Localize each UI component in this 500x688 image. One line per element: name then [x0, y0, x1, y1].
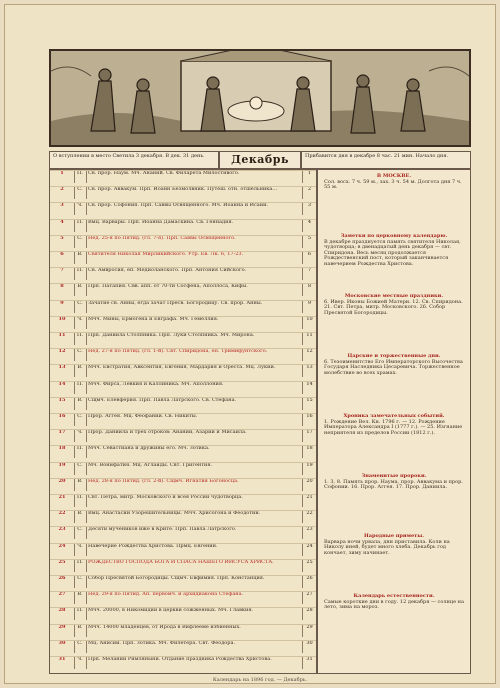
weekday-label: В. [74, 284, 87, 296]
weekday-label: С. [74, 463, 87, 475]
day-row [50, 267, 316, 280]
day-index: 13 [302, 365, 316, 377]
note-section [324, 354, 464, 376]
note-heading: В МОСКВЕ. [376, 173, 412, 179]
day-entry: Святителя Николая Мирликийского. Утр. Ев. Лк. 6, 17-23. [88, 251, 244, 257]
day-number: 4 [50, 220, 75, 232]
weekday-label: В. [74, 365, 87, 377]
note-section [324, 474, 464, 491]
weekday-label: Ч. [74, 657, 87, 669]
calendar-page [4, 4, 496, 684]
day-row [50, 316, 316, 329]
weekday-label: Ч. [74, 430, 87, 442]
day-index: 9 [302, 301, 316, 313]
day-row [50, 429, 316, 442]
day-number: 28 [50, 608, 75, 620]
day-index: 22 [302, 511, 316, 523]
day-entry: Навечерие Рождества Христова. Прмц. Евгении. [88, 542, 218, 549]
weekday-label: Ч. [74, 544, 87, 556]
day-row [50, 364, 316, 377]
weekday-label: П. [74, 171, 87, 183]
weekday-label: Ч. [74, 203, 87, 215]
weekday-label: С. [74, 576, 87, 588]
day-row [50, 170, 316, 183]
day-row [50, 640, 316, 653]
weekday-label: В. [74, 398, 87, 410]
note-body: Варвара ночи урвала, дни приставила. Коли на Николу иней, будет много хлеба. Декабрь год кончает, зиму начинает. [324, 538, 450, 556]
day-number: 11 [50, 333, 75, 345]
page-footer: Календарь на 1896 год. — Декабрь. [212, 677, 308, 683]
weekday-label: П. [74, 560, 87, 572]
day-index: 29 [302, 625, 316, 637]
day-row [50, 348, 316, 361]
day-number: 6 [50, 252, 75, 264]
note-body: Сол. восх. 7 ч. 59 м., зах. 3 ч. 54 м. Долгота дня 7 ч. 55 м. [324, 178, 462, 191]
weekday-label: П. [74, 220, 87, 232]
day-number: 19 [50, 463, 75, 475]
weekday-label: С. [74, 349, 87, 361]
note-body: 1. 3, 8. Память прор. Наума, прор. Аввакума и прор. Софонии. 16. Прор. Аггея. 17. Прор. Даниила. [324, 478, 463, 491]
weekday-label: С. [74, 641, 87, 653]
day-number: 10 [50, 317, 75, 329]
day-number: 3 [50, 203, 75, 215]
note-body: 6. Ивер. Иконы Божией Матери. 12. Св. Спиридона. 21. Свт. Петра, митр. Московского. 26. Собор Пресвятой Богородицы. [324, 298, 463, 316]
day-row [50, 543, 316, 556]
day-entry: Зачатие св. Анны, егда зачат Пресв. Богородицу. Св. прор. Анны. [88, 299, 263, 306]
day-row [50, 235, 316, 248]
day-entry: Прп. Мелании Римляныни. Отдание праздника Рождества Христова. [88, 656, 272, 662]
day-number: 5 [50, 236, 75, 248]
day-row [50, 283, 316, 296]
day-number: 16 [50, 414, 75, 426]
day-index: 15 [302, 398, 316, 410]
day-number: 13 [50, 365, 75, 377]
weekday-label: П. [74, 608, 87, 620]
day-index: 20 [302, 479, 316, 491]
note-heading: Хроника замечательных событий. [343, 413, 445, 419]
note-heading: Заметки по церковному календарю. [340, 233, 448, 239]
day-entry: Десяти мучеников иже в Крите. Прп. Павла Латрского. [88, 526, 237, 533]
day-index: 14 [302, 382, 316, 394]
day-row [50, 607, 316, 620]
day-entry: Мчч. Севастиана и дружины его. Мч. Зотика. [88, 445, 210, 452]
day-row [50, 559, 316, 572]
day-index: 21 [302, 495, 316, 507]
day-number: 14 [50, 382, 75, 394]
illustration-banner [49, 49, 471, 147]
day-index: 18 [302, 446, 316, 458]
weekday-label: П. [74, 333, 87, 345]
day-row [50, 202, 316, 215]
note-section [324, 234, 464, 268]
weekday-label: В. [74, 479, 87, 491]
weekday-label: П. [74, 382, 87, 394]
day-entry: Мц. Анисии. Прп. Зотика. Мч. Филетера. Свт. Феодора. [88, 639, 236, 646]
day-entry: Нед. 25-я по Пятид. (гл. 7-я). Прп. Саввы Освященного. [88, 234, 236, 241]
day-index: 23 [302, 527, 316, 539]
day-number: 25 [50, 560, 75, 572]
day-index: 1 [302, 171, 316, 183]
day-index: 26 [302, 576, 316, 588]
day-index: 31 [302, 657, 316, 669]
day-index: 6 [302, 252, 316, 264]
day-number: 27 [50, 592, 75, 604]
day-entry: Прор. Аггея. Мц. Феофании. Св. Никиты. [88, 413, 198, 419]
day-entry: Нед. 28-я по Пятид. (гл. 2-й). Сщмч. Игнатия Богоносца. [88, 477, 239, 484]
day-number: 18 [50, 446, 75, 458]
day-entry: Св. Амвросия, еп. Медиоланского. Прп. Антония Сийского. [88, 267, 247, 274]
day-row [50, 397, 316, 410]
month-title: Декабрь [219, 151, 301, 169]
day-number: 15 [50, 398, 75, 410]
note-section [324, 414, 464, 436]
day-number: 31 [50, 657, 75, 669]
day-row [50, 478, 316, 491]
day-index: 25 [302, 560, 316, 572]
day-entry: Свт. Петра, митр. Московского и всея России чудотворца. [88, 494, 243, 500]
weekday-label: В. [74, 252, 87, 264]
day-row [50, 656, 316, 669]
days-table [49, 169, 317, 674]
note-heading: Народные приметы. [364, 533, 424, 539]
day-row [50, 219, 316, 232]
day-row [50, 575, 316, 588]
note-body: 6. Тезоименитство Его Императорского Высочества Государя Наследника Цесаревича. Торжественное молебствие во всех храмах. [324, 358, 463, 376]
day-row [50, 462, 316, 475]
day-entry: Прор. Даниила и трех отроков: Анании, Азарии и Мисаила. [88, 429, 247, 436]
day-entry: Мчч. Евстратия, Авксентия, Евгения, Мардария и Ореста. Мц. Лукии. [88, 364, 276, 371]
day-entry: Мчч. 20000, в Никомидии в церкви сожженных. Мч. Главкия. [88, 607, 254, 614]
day-index: 27 [302, 592, 316, 604]
day-index: 8 [302, 284, 316, 296]
day-entry: РОЖДЕСТВО ГОСПОДА БОГА И СПАСА НАШЕГО ИИСУСА ХРИСТА. [88, 558, 274, 565]
day-entry: Св. прор. Аввакум. Прп. Иоанн Безмолвник. Путеш. отн. отшельника... [88, 186, 278, 193]
weekday-label: С. [74, 236, 87, 248]
day-number: 9 [50, 301, 75, 313]
weekday-label: С. [74, 527, 87, 539]
day-row [50, 445, 316, 458]
day-index: 12 [302, 349, 316, 361]
weekday-label: С. [74, 187, 87, 199]
day-number: 21 [50, 495, 75, 507]
day-row [50, 381, 316, 394]
note-heading: Знаменитые пророки. [361, 473, 427, 479]
day-entry: Нед. 27-я по Пятид. (гл. 1-й). Свт. Спиридона, еп. Тримифунтского. [88, 348, 268, 355]
note-body: В декабре празднуется память святителя Николая, чудотворца; в двенадцатый день декабря — свт. Спиридона. Весь месяц продолжается Рождественский пост, который заканчивается навечерием Рождества Христова. [324, 238, 461, 267]
day-number: 24 [50, 544, 75, 556]
day-row [50, 300, 316, 313]
day-number: 20 [50, 479, 75, 491]
note-heading: Царские и торжественные дни. [347, 353, 441, 359]
weekday-label: П. [74, 268, 87, 280]
day-entry: Прп. Патапия. Свв. апп. от 70-ти Сосфена, Аполлоса, Кифы. [88, 283, 248, 290]
weekday-label: П. [74, 446, 87, 458]
day-index: 7 [302, 268, 316, 280]
day-index: 30 [302, 641, 316, 653]
day-entry: Св. прор. Софония. Прп. Саввы Освященного. Мч. Иоанна и Исаии. [88, 202, 269, 209]
day-entry: Сщмч. Елевферия. Прп. Павла Латрского. Св. Стефана. [88, 396, 237, 403]
day-row [50, 413, 316, 426]
header-left-note: О вступлении в место Светила 3 декабря. В дек. 31 день. [49, 151, 219, 169]
note-section [324, 174, 464, 191]
day-row [50, 624, 316, 637]
day-index: 28 [302, 608, 316, 620]
day-row [50, 186, 316, 199]
notes-column [317, 169, 471, 674]
day-index: 3 [302, 203, 316, 215]
day-index: 5 [302, 236, 316, 248]
day-number: 23 [50, 527, 75, 539]
day-row [50, 591, 316, 604]
note-body: Самые короткие дни в году. 12 декабря — солнце на лето, зима на мороз. [324, 598, 464, 611]
day-row [50, 510, 316, 523]
note-section [324, 594, 464, 611]
day-index: 10 [302, 317, 316, 329]
day-entry: Мчч. Мины, Ермогена и Евграфа. Мч. Гемеллия. [88, 315, 219, 322]
day-index: 17 [302, 430, 316, 442]
day-row [50, 332, 316, 345]
day-index: 2 [302, 187, 316, 199]
day-number: 1 [50, 171, 75, 183]
note-section [324, 294, 464, 316]
day-index: 24 [302, 544, 316, 556]
weekday-label: П. [74, 495, 87, 507]
day-number: 7 [50, 268, 75, 280]
day-number: 17 [50, 430, 75, 442]
day-number: 26 [50, 576, 75, 588]
day-entry: Вмц. Анастасии Узорешительницы. Мчч. Хрисогона и Феодотии. [88, 510, 261, 517]
day-row [50, 526, 316, 539]
day-entry: Собор Пресвятой Богородицы. Сщмч. Евфимия. Прп. Констанция. [88, 575, 265, 581]
day-index: 16 [302, 414, 316, 426]
note-heading: Московские местные праздники. [344, 293, 444, 299]
day-number: 30 [50, 641, 75, 653]
day-row [50, 494, 316, 507]
weekday-label: С. [74, 301, 87, 313]
weekday-label: С. [74, 414, 87, 426]
day-number: 8 [50, 284, 75, 296]
weekday-label: В. [74, 592, 87, 604]
weekday-label: В. [74, 511, 87, 523]
nativity-engraving-icon [51, 51, 469, 145]
note-section [324, 534, 464, 556]
day-entry: Прп. Даниила Столпника. Прп. Луки Столпника. Мч. Мирона. [88, 332, 255, 338]
day-number: 2 [50, 187, 75, 199]
day-entry: Св. прор. Наум. Мч. Ананий. Св. Филарета Милостивого. [88, 170, 240, 176]
note-body: 1. Рождение Вел. Кн. 1796 г. — 12. Рождение Императора Александра I (1777 г.). — 25. Изгнание неприятеля из пределов России (1812 г.). [324, 418, 463, 436]
day-entry: Мчч. Фирса, Левкия и Каллиника. Мч. Аполлония. [88, 380, 224, 387]
day-entry: Нед. 29-я по Пятид. Ап. первомч. и архидиакона Стефана. [88, 591, 244, 598]
day-number: 29 [50, 625, 75, 637]
day-number: 12 [50, 349, 75, 361]
day-index: 11 [302, 333, 316, 345]
day-entry: Мч. Вонифатия. Мц. Аглаиды. Свт. Григентия. [88, 461, 213, 468]
day-row [50, 251, 316, 264]
day-entry: Вмц. Варвары. Прп. Иоанна Дамаскина. Св. Геннадия. [88, 218, 234, 225]
note-heading: Календарь естественности. [353, 593, 435, 599]
day-index: 4 [302, 220, 316, 232]
day-index: 19 [302, 463, 316, 475]
weekday-label: Ч. [74, 317, 87, 329]
header-right-note: Прибавится дня в декабре 8 час. 21 мин. Начало дня. [301, 151, 471, 169]
day-entry: Мчч. 14000 младенцев, от Ирода в Вифлееме избиенных. [88, 623, 241, 630]
day-number: 22 [50, 511, 75, 523]
weekday-label: В. [74, 625, 87, 637]
